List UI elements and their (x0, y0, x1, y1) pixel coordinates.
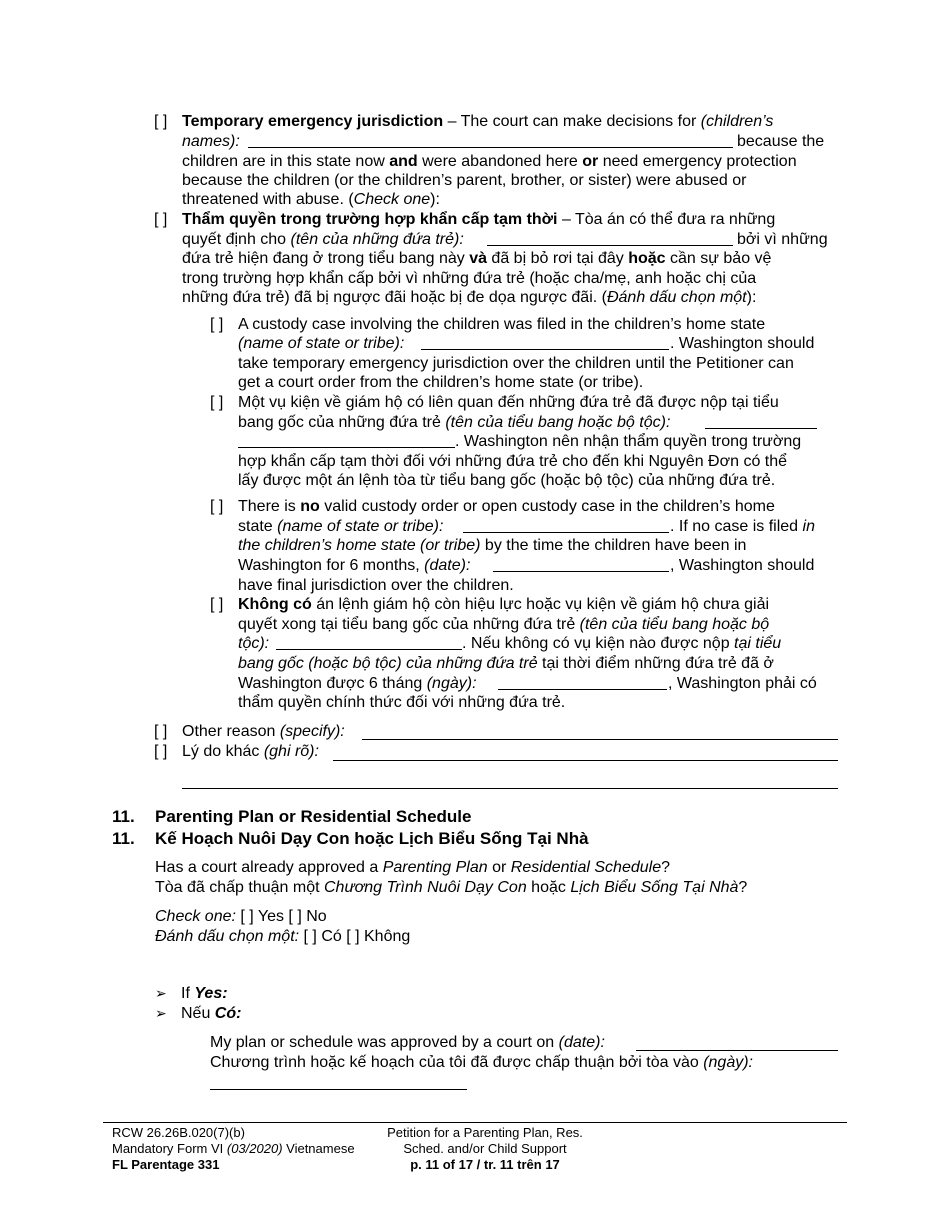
footer-title-2: Sched. and/or Child Support (403, 1141, 567, 1156)
opt2-vi-line3-tail: . Nếu không có vụ kiện nào được nộp tại tiểu (462, 635, 782, 652)
children-names-field-en[interactable] (248, 147, 733, 148)
opt1-en-line1: A custody case involving the children was filed in the children’s home state (238, 316, 766, 333)
opt2-en-line2: state (name of state or tribe): (238, 518, 444, 535)
opt2-en-line1: There is no valid custody order or open custody case in the children’s home (238, 498, 775, 515)
question-vi: Tòa đã chấp thuận một Chương Trình Nuôi Dạy Con hoặc Lịch Biểu Sống Tại Nhà? (155, 879, 748, 896)
section-number: 11. (112, 807, 135, 826)
footer-divider (103, 1122, 847, 1123)
opt2-vi-line5: Washington được 6 tháng (ngày): (238, 675, 477, 692)
approved-date-vi: Chương trình hoặc kế hoạch của tôi đã được chấp thuận bởi tòa vào (ngày): (210, 1054, 753, 1071)
check-one-yes-no-vi[interactable]: Đánh dấu chọn một: [ ] Có [ ] Không (155, 928, 411, 945)
opt2-vi-line2: quyết xong tại tiểu bang gốc của những đứa trẻ (tên của tiểu bang hoặc bộ (238, 616, 770, 633)
temp-vi-line2-tail: bởi vì những (737, 231, 828, 248)
opt1-vi-line5: lấy được một án lệnh tòa từ tiểu bang gốc (hoặc bộ tộc) của những đứa trẻ. (238, 472, 776, 489)
other-reason-label: Other reason (specify): (182, 723, 345, 740)
temp-en-line2-tail: because the (737, 133, 825, 150)
checkbox-custody-case-filed-vi[interactable]: [ ] (210, 394, 224, 411)
checkbox-no-valid-order-vi[interactable]: [ ] (210, 596, 224, 613)
opt2-vi-line5-tail: , Washington phải có (668, 675, 817, 692)
state-or-tribe-field-2-vi[interactable] (276, 649, 462, 650)
children-names-field-vi[interactable] (487, 245, 733, 246)
temp-vi-title: Thẩm quyền trong trường hợp khẩn cấp tạm thời (182, 211, 558, 228)
approved-date-field[interactable] (636, 1050, 838, 1051)
temp-en-line4: because the children (or the children’s parent, brother, or sister) were abused or (182, 172, 747, 189)
opt2-en-line2-tail: . If no case is filed in (670, 518, 815, 535)
state-or-tribe-field-1[interactable] (421, 349, 669, 350)
checkbox-other-reason-vi[interactable]: [ ] (154, 743, 168, 760)
temp-vi-line1: Thẩm quyền trong trường hợp khẩn cấp tạm thời – Tòa án có thể đưa ra những (182, 211, 776, 228)
date-field-1[interactable] (493, 571, 669, 572)
checkbox-temporary-emergency[interactable]: [ ] (154, 113, 168, 130)
opt1-vi-line3: . Washington nên nhận thẩm quyền trong trường (455, 433, 802, 450)
state-or-tribe-field-2[interactable] (463, 532, 669, 533)
footer-title-1: Petition for a Parenting Plan, Res. (387, 1125, 583, 1140)
opt1-vi-line4: hợp khẩn cấp tạm thời đối với những đứa trẻ cho đến khi Nguyên Đơn có thể (238, 453, 788, 470)
opt2-vi-line1: Không có án lệnh giám hộ còn hiệu lực hoặc vụ kiện về giám hộ chưa giải (238, 596, 770, 613)
opt2-vi-line6: thẩm quyền chính thức đối với những đứa trẻ. (238, 694, 566, 711)
if-yes-label-vi: Nếu Có: (181, 1005, 242, 1022)
opt2-en-line3: the children’s home state (or tribe) by the time the children have been in (238, 537, 747, 554)
arrow-bullet-icon: ➢ (155, 985, 167, 1001)
if-yes-label: If Yes: (181, 985, 228, 1002)
opt1-en-line2: (name of state or tribe): (238, 335, 405, 352)
date-field-1-vi[interactable] (498, 689, 667, 690)
temp-en-title: Temporary emergency jurisdiction (182, 113, 444, 130)
section-title-vi: Kế Hoạch Nuôi Dạy Con hoặc Lịch Biểu Sống Tại Nhà (155, 829, 589, 848)
section-number-vi: 11. (112, 829, 135, 848)
opt1-vi-line2: bang gốc của những đứa trẻ (tên của tiểu bang hoặc bộ tộc): (238, 414, 671, 431)
temp-vi-line4: trong trường hợp khẩn cấp bởi vì những đứa trẻ (hoặc cha/mẹ, anh hoặc chị của (182, 270, 757, 287)
footer-rcw: RCW 26.26B.020(7)(b) (112, 1125, 245, 1140)
temp-en-line2: names): (182, 133, 240, 150)
check-one-yes-no[interactable]: Check one: [ ] Yes [ ] No (155, 908, 327, 925)
checkbox-custody-case-filed[interactable]: [ ] (210, 316, 224, 333)
checkbox-no-valid-order[interactable]: [ ] (210, 498, 224, 515)
approved-date-en: My plan or schedule was approved by a court on (date): (210, 1034, 605, 1051)
footer-form: Mandatory Form VI (03/2020) Vietnamese (112, 1141, 355, 1156)
opt1-en-line4: get a court order from the children’s home state (or tribe). (238, 374, 644, 391)
temp-vi-line2: quyết định cho (tên của những đứa trẻ): (182, 231, 464, 248)
temp-en-line5: threatened with abuse. (Check one): (182, 191, 440, 208)
opt1-vi-line1: Một vụ kiện về giám hộ có liên quan đến những đứa trẻ đã được nộp tại tiểu (238, 394, 779, 411)
state-or-tribe-field-1-vi-b[interactable] (238, 447, 455, 448)
opt2-vi-line3: tộc): (238, 635, 270, 652)
opt2-en-line4: Washington for 6 months, (date): (238, 557, 471, 574)
other-reason-extra-line[interactable] (182, 788, 838, 789)
opt1-en-line3: take temporary emergency jurisdiction over the children until the Petitioner can (238, 355, 794, 372)
checkbox-temporary-emergency-vi[interactable]: [ ] (154, 211, 168, 228)
temp-en-line3: children are in this state now and were abandoned here or need emergency protection (182, 153, 797, 170)
footer-form-number: FL Parentage 331 (112, 1157, 220, 1172)
temp-en-line1: Temporary emergency jurisdiction – The court can make decisions for (children’s (182, 113, 774, 130)
other-reason-label-vi: Lý do khác (ghi rõ): (182, 743, 319, 760)
arrow-bullet-icon: ➢ (155, 1005, 167, 1021)
opt2-en-line5: have final jurisdiction over the children. (238, 577, 514, 594)
checkbox-other-reason[interactable]: [ ] (154, 723, 168, 740)
state-or-tribe-field-1-vi-a[interactable] (705, 428, 817, 429)
section-title-en: Parenting Plan or Residential Schedule (155, 807, 472, 826)
temp-vi-line3: đứa trẻ hiện đang ở trong tiểu bang này và đã bị bỏ rơi tại đây hoặc cần sự bảo vệ (182, 250, 772, 267)
other-reason-field-vi[interactable] (333, 760, 838, 761)
other-reason-field[interactable] (362, 739, 838, 740)
opt2-en-line4-tail: , Washington should (670, 557, 815, 574)
approved-date-field-vi[interactable] (210, 1089, 467, 1090)
opt2-vi-line4: bang gốc (hoặc bộ tộc) của những đứa trẻ tại thời điểm những đứa trẻ đã ở (238, 655, 774, 672)
footer-page-number: p. 11 of 17 / tr. 11 trên 17 (410, 1157, 560, 1172)
temp-vi-line5: những đứa trẻ) đã bị ngược đãi hoặc bị đe dọa ngược đãi. (Đánh dấu chọn một): (182, 289, 757, 306)
opt1-en-line2-tail: . Washington should (670, 335, 815, 352)
question-en: Has a court already approved a Parenting Plan or Residential Schedule? (155, 859, 671, 876)
